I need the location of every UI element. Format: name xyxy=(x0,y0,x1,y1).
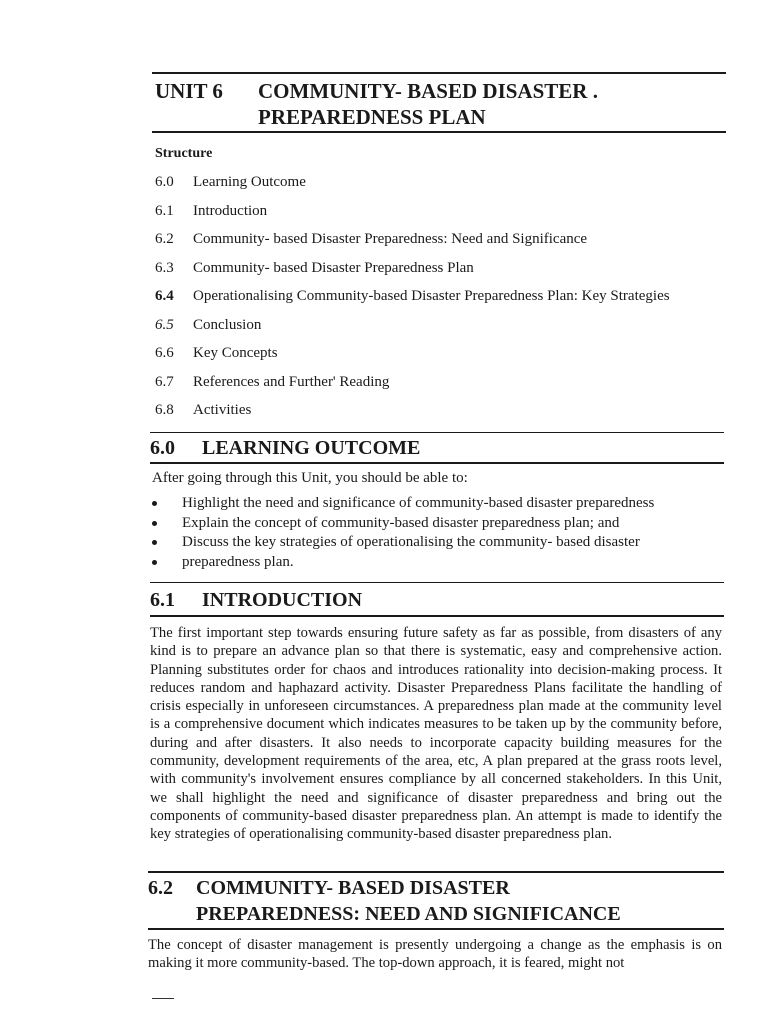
structure-item-number: 6.4 xyxy=(155,288,174,304)
structure-item-number: 6.6 xyxy=(155,345,174,361)
structure-item xyxy=(155,229,715,258)
structure-item-label: Introduction xyxy=(193,202,268,219)
bullet-icon xyxy=(152,521,157,526)
structure-item-label: Learning Outcome xyxy=(193,174,306,190)
structure-item xyxy=(155,400,715,429)
structure-item-label: Operationalising Community-based Disaster Preparedness Plan: Key Strategies xyxy=(193,288,670,304)
section-61-top-rule xyxy=(150,582,724,583)
structure-item-label: Activities xyxy=(193,402,252,418)
structure-item xyxy=(155,372,715,401)
list-item xyxy=(152,533,722,553)
structure-item xyxy=(155,315,715,344)
structure-item-number: 6.2 xyxy=(155,231,174,247)
structure-item-label: Key Concepts xyxy=(193,345,278,361)
list-item-text: Explain the concept of community-based disaster preparedness plan; and xyxy=(182,514,620,531)
section-62-paragraph: The concept of disaster management is presently undergoing a change as the emphasis is on making it more community-based. The top-down approach, it is feared, might not xyxy=(148,937,722,972)
section-62-number: 6.2 xyxy=(148,877,173,899)
unit-bottom-rule xyxy=(152,131,726,133)
unit-number: UNIT 6 xyxy=(155,79,223,103)
section-61-title: INTRODUCTION xyxy=(202,589,363,611)
structure-item-number: 6.7 xyxy=(155,373,174,390)
section-62-top-rule xyxy=(148,871,724,873)
unit-title-line2: PREPAREDNESS PLAN xyxy=(258,105,486,129)
structure-item-number: 6.0 xyxy=(155,174,174,190)
list-item xyxy=(152,553,722,573)
section-62-title-line1: COMMUNITY- BASED DISASTER xyxy=(196,877,510,899)
structure-item-number: 6.5 xyxy=(155,316,174,333)
section-62-title-line2: PREPAREDNESS: NEED AND SIGNIFICANCE xyxy=(196,903,621,925)
section-60-title: LEARNING OUTCOME xyxy=(202,437,421,459)
structure-item xyxy=(155,201,715,230)
structure-item xyxy=(155,286,715,315)
section-61-bottom-rule xyxy=(150,615,724,617)
list-item-text: preparedness plan. xyxy=(182,553,294,570)
structure-item-number: 6.1 xyxy=(155,202,174,219)
list-item xyxy=(152,514,722,534)
section-60-number: 6.0 xyxy=(150,437,175,459)
section-61-number: 6.1 xyxy=(150,589,175,611)
list-item-text: Highlight the need and significance of community-based disaster preparedness xyxy=(182,495,655,511)
section-60-bottom-rule xyxy=(150,462,724,464)
learning-outcome-list xyxy=(152,494,722,572)
list-item xyxy=(152,494,722,514)
learning-outcome-lead: After going through this Unit, you should be able to: xyxy=(152,470,468,486)
structure-item-label: Community- based Disaster Preparedness Plan xyxy=(193,259,474,276)
bullet-icon xyxy=(152,560,157,565)
structure-item-number: 6.3 xyxy=(155,259,174,276)
section-62-bottom-rule xyxy=(148,928,724,930)
bullet-icon xyxy=(152,540,157,545)
top-rule xyxy=(152,72,726,74)
section-60-top-rule xyxy=(150,432,724,433)
unit-title-line1: COMMUNITY- BASED DISASTER . xyxy=(258,79,598,103)
structure-item-label: Conclusion xyxy=(193,316,262,333)
footnote-rule xyxy=(152,998,174,999)
structure-item-label: References and Further' Reading xyxy=(193,373,390,390)
structure-item-label: Community- based Disaster Preparedness: Need and Significance xyxy=(193,231,588,247)
structure-list xyxy=(155,172,715,429)
introduction-paragraph: The first important step towards ensuring future safety as far as possible, from disasters of any kind is to prepare an advance plan so that there is systematic, easy and comprehensive action. Planning substitutes order for chaos and introduces rationality into decision-making process. It reduces random and haphazard activity. Disaster Preparedness Plans facilitate the handling of crisis especially in unforeseen circumstances. A preparedness plan made at the community level is a comprehensive document which indicates measures to be taken up by the community before, during and after disasters. It also needs to incorporate capacity building measures for the community, development requirements of the area, etc, A plan prepared at the grass roots level, with community's involvement ensures compliance by all concerned stakeholders. In this Unit, we shall highlight the need and significance of disaster preparedness and bring out the components of community-based disaster preparedness plan. An attempt is made to identify the key strategies of operationalising community-based disaster preparedness plan. xyxy=(150,625,722,843)
structure-item xyxy=(155,258,715,287)
bullet-icon xyxy=(152,501,157,506)
structure-item xyxy=(155,172,715,201)
structure-label: Structure xyxy=(155,146,213,161)
structure-item xyxy=(155,343,715,372)
structure-item-number: 6.8 xyxy=(155,402,174,418)
list-item-text: Discuss the key strategies of operationalising the community- based disaster xyxy=(182,534,640,550)
